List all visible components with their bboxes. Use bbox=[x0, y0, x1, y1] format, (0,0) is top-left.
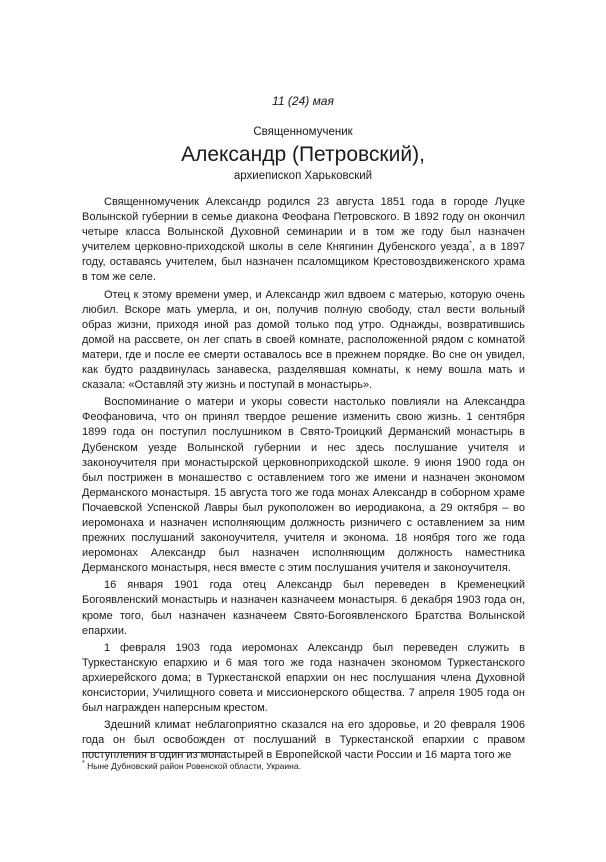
footnote bbox=[82, 761, 525, 772]
feast-date: 11 (24) мая bbox=[272, 94, 334, 108]
footnote-mark: * bbox=[82, 760, 85, 768]
paragraph: Отец к этому времени умер, и Александр жил вдвоем с матерью, которую очень любил. Вскоре мать умерла, и он, получив полную свободу, стал вести вольный образ жизни, приходя иной раз домой только под утро. Однажды, возвратившись домой на рассвете, он лег спать в своей комнате, расположенной рядом с комнатой матери, где и после ее смерти оставалось все в прежнем порядке. Во сне он увидел, как будто раздвинулась занавеска, разделявшая комнаты, к нему вошла мать и сказала: «Оставляй эту жизнь и поступай в монастырь». bbox=[82, 288, 525, 392]
paragraph: 1 февраля 1903 года иеромонах Александр был переведен служить в Туркестанскую епархию и 6 мая того же года назначен экономом Туркестанского архиерейского дома; в Туркестанской епархии он нес послушания члена Духовной консистории, Училищного совета и миссионерского общества. 7 апреля 1905 года он был награжден наперсным крестом. bbox=[82, 641, 525, 715]
paragraph: Воспоминание о матери и укоры совести настолько повлияли на Александра Феофановича, что он принял твердое решение изменить свою жизнь. 1 сентября 1899 года он поступил послушником в Свято-Троицкий Дерманский монастырь в Дубенском уезде Волынской губернии и нес здесь послушание учителя и законоучителя при монастырской церковноприходской школе. 9 июня 1900 года он был пострижен в монашество с оставлением того же имени и назначен экономом Дерманского монастыря. 15 августа того же года монах Александр в соборном храме Почаевской Успенской Лавры был рукоположен во иеродиакона, а 29 октября – во иеромонаха и назначен исполняющим должность ризничего с оставлением за ним прежних послушаний законоучителя, учителя и эконома. 18 ноября того же года иеромонах Александр был назначен исполняющим должность наместника Дерманского монастыря, неся вместе с этим послушания учителя и законоучителя. bbox=[82, 396, 525, 575]
saint-rank: архиепископ Харьковский bbox=[233, 170, 373, 182]
footnote-mark: * bbox=[469, 240, 472, 248]
saint-title: Священномученик bbox=[253, 126, 353, 138]
footnote-divider bbox=[82, 752, 227, 753]
footnote-text: Ныне Дубновский район Ровенской области, Украина. bbox=[84, 761, 301, 771]
paragraph: Здешний климат неблагоприятно сказался на его здоровье, и 20 февраля 1906 года он был освобожден от послушаний в Туркестанской епархии с правом поступления в один из монастырей в Европейской части России и 16 марта того же bbox=[82, 719, 525, 762]
saint-name: Александр (Петровский), bbox=[181, 143, 425, 166]
paragraph: Священномученик Александр родился 23 августа 1851 года в городе Луцке Волынской губернии в семье диакона Феофана Петровского. В 1892 году он окончил четыре класса Волынской Духовной семинарии и в том же году был назначен учителем церковно-приходской школы в селе Княгинин Дубенского уезда*, а в 1897 году, оставаясь учителем, был назначен псаломщиком Крестовоздвиженского храма в том же селе. bbox=[82, 196, 525, 284]
paragraph: 16 января 1901 года отец Александр был переведен в Кременецкий Богоявленский монастырь и назначен казначеем монастыря. 6 декабря 1903 года он, кроме того, был назначен казначеем Свято-Богоявленского Братства Волынской епархии. bbox=[82, 579, 525, 637]
